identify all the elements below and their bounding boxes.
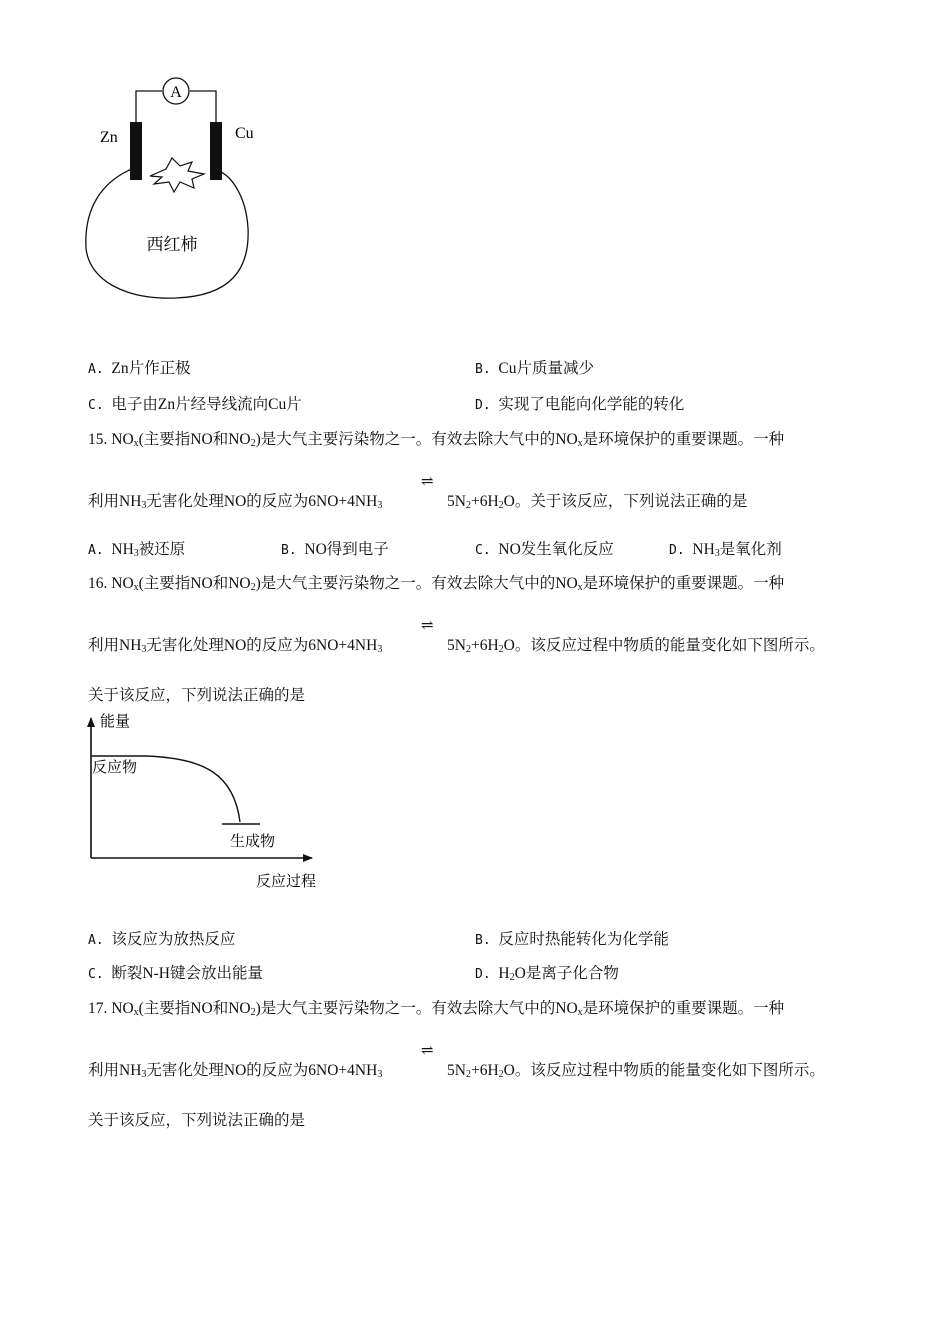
cu-label: Cu xyxy=(235,125,254,142)
tomato-outline xyxy=(86,168,248,298)
option-text: Zn片作正极 xyxy=(111,360,191,377)
tomato-label: 西红柿 xyxy=(146,235,198,255)
q15-stem-line1: 15. $NO_x$(主要指NO和$NO_2$)是大气主要污染物之一。有效去除大气中的$NO_x$是环境保护的重要课题。一种 xyxy=(88,431,785,449)
q16-option-b[interactable]: B. 反应时热能转化为化学能 xyxy=(475,931,669,948)
option-letter: A. xyxy=(88,362,104,377)
wire-right xyxy=(190,91,216,122)
equilibrium-arrow-q17: ⇌ xyxy=(421,1043,434,1059)
option-text: 电子由Zn片经导线流向Cu片 xyxy=(111,396,302,413)
q15-option-a[interactable]: A. $NH_3$被还原 xyxy=(88,541,186,559)
q15-option-b[interactable]: B. NO得到电子 xyxy=(281,541,389,558)
q16-stem-line2-products: $5N_2+6H_2O$。该反应过程中物质的能量变化如下图所示。 xyxy=(447,637,825,655)
energy-diagram xyxy=(84,710,344,895)
q17-stem-line2: 利用$NH_3$无害化处理NO的反应为$6NO+4NH_3$ xyxy=(88,1062,383,1080)
q15-option-c[interactable]: C. NO发生氧化反应 xyxy=(475,541,614,558)
q16-stem-line1: 16. $NO_x$(主要指NO和$NO_2$)是大气主要污染物之一。有效去除大气中的$NO_x$是环境保护的重要课题。一种 xyxy=(88,575,785,593)
q15-stem-line2: 利用$NH_3$无害化处理NO的反应为$6NO+4NH_3$ xyxy=(88,493,383,511)
equilibrium-arrow-q15: ⇌ xyxy=(421,474,434,490)
option-letter: B. xyxy=(475,362,491,377)
wire-left xyxy=(136,91,162,122)
question-number: 16. xyxy=(88,575,108,592)
q14-option-c[interactable] xyxy=(88,392,302,414)
products-label: 生成物 xyxy=(230,832,276,850)
q17-stem-line2-products: $5N_2+6H_2O$。该反应过程中物质的能量变化如下图所示。 xyxy=(447,1062,825,1080)
cut-mark-icon xyxy=(150,158,204,192)
q17-stem-line1: 17. $NO_x$(主要指NO和$NO_2$)是大气主要污染物之一。有效去除大气中的$NO_x$是环境保护的重要课题。一种 xyxy=(88,1000,785,1018)
q16-stem-line2: 利用$NH_3$无害化处理NO的反应为$6NO+4NH_3$ xyxy=(88,637,383,655)
y-axis-label: 能量 xyxy=(100,712,131,730)
q17-stem-line3: 关于该反应，下列说法正确的是 xyxy=(88,1112,306,1129)
question-number: 17. xyxy=(88,1000,108,1017)
q15-stem-line2-products: $5N_2+6H_2O$。关于该反应，下列说法正确的是 xyxy=(447,493,748,511)
option-text: Cu片质量减少 xyxy=(498,360,594,377)
x-axis-label: 反应过程 xyxy=(256,872,317,890)
q16-option-d[interactable]: D. $H_2O$是离子化合物 xyxy=(475,965,619,983)
q14-option-a[interactable] xyxy=(88,356,191,378)
q16-option-c[interactable]: C. 断裂N-H键会放出能量 xyxy=(88,965,263,982)
cu-electrode xyxy=(210,122,222,180)
zn-electrode xyxy=(130,122,142,180)
q14-option-d[interactable] xyxy=(475,392,684,414)
ammeter-label: A xyxy=(170,84,182,101)
option-letter: C. xyxy=(88,398,104,413)
q16-option-a[interactable]: A. 该反应为放热反应 xyxy=(88,931,236,948)
option-text: 实现了电能向化学能的转化 xyxy=(498,396,685,413)
q14-option-b[interactable] xyxy=(475,356,594,378)
fruit-battery-figure xyxy=(80,70,270,310)
zn-label: Zn xyxy=(100,129,118,146)
q16-stem-line3: 关于该反应，下列说法正确的是 xyxy=(88,687,306,704)
equilibrium-arrow-q16: ⇌ xyxy=(421,618,434,634)
option-letter: D. xyxy=(475,398,491,413)
q15-option-d[interactable]: D. $NH_3$是氧化剂 xyxy=(669,541,782,559)
question-number: 15. xyxy=(88,431,108,448)
reactants-label: 反应物 xyxy=(92,758,138,776)
